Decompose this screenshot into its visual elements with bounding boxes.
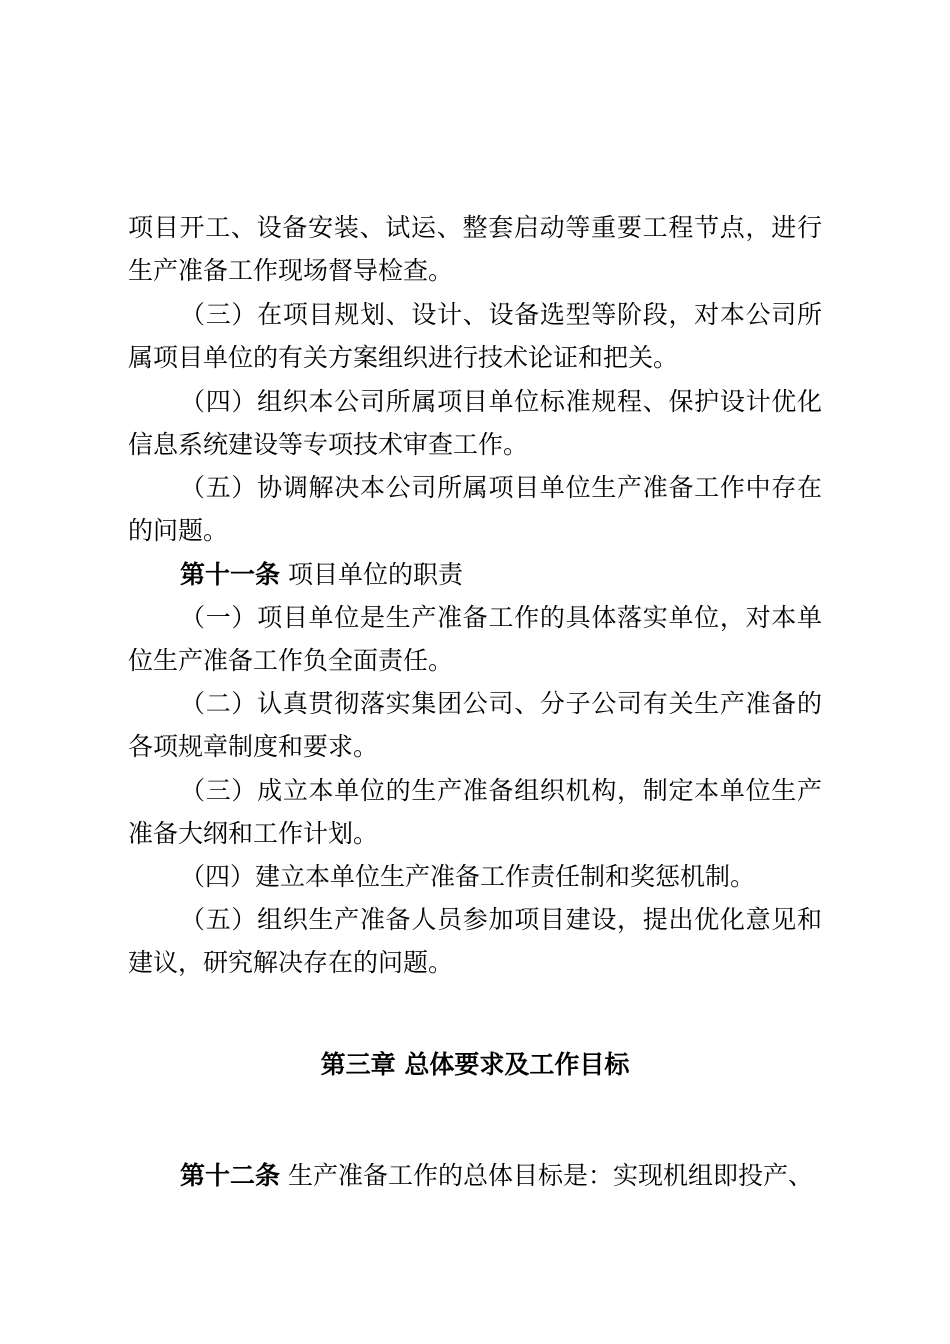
paragraph-line: 各项规章制度和要求。 [128,732,379,761]
paragraph-line: （三）成立本单位的生产准备组织机构，制定本单位生产 [180,776,822,805]
paragraph-line: 位生产准备工作负全面责任。 [128,646,454,675]
paragraph-line: 信息系统建设等专项技术审查工作。 [128,430,529,459]
article-text: 生产准备工作的总体目标是：实现机组即投产、 [280,1161,813,1190]
paragraph-line: （四）建立本单位生产准备工作责任制和奖惩机制。 [180,862,756,891]
paragraph-line: 生产准备工作现场督导检查。 [128,256,454,285]
article-title: 项目单位的职责 [280,560,463,589]
paragraph-line: 属项目单位的有关方案组织进行技术论证和把关。 [128,343,679,372]
paragraph-line: （二）认真贯彻落实集团公司、分子公司有关生产准备的 [180,689,822,718]
paragraph-line: 项目开工、设备安装、试运、整套启动等重要工程节点，进行 [128,213,822,242]
article-heading [180,555,822,595]
paragraph-line: 准备大纲和工作计划。 [128,819,379,848]
paragraph-line: （三）在项目规划、设计、设备选型等阶段，对本公司所 [180,300,822,329]
paragraph-line: （四）组织本公司所属项目单位标准规程、保护设计优化 [180,387,822,416]
article-number: 第十一条 [180,560,281,589]
article-number: 第十二条 [180,1161,281,1190]
paragraph-line: （一）项目单位是生产准备工作的具体落实单位，对本单 [180,603,822,632]
paragraph-line: 的问题。 [128,516,229,545]
chapter-title: 第三章 总体要求及工作目标 [320,1050,630,1079]
paragraph-line: （五）组织生产准备人员参加项目建设，提出优化意见和 [180,905,822,934]
article-heading [180,1156,822,1196]
paragraph-line: （五）协调解决本公司所属项目单位生产准备工作中存在 [180,473,822,502]
paragraph-line: 建议，研究解决存在的问题。 [128,948,454,977]
